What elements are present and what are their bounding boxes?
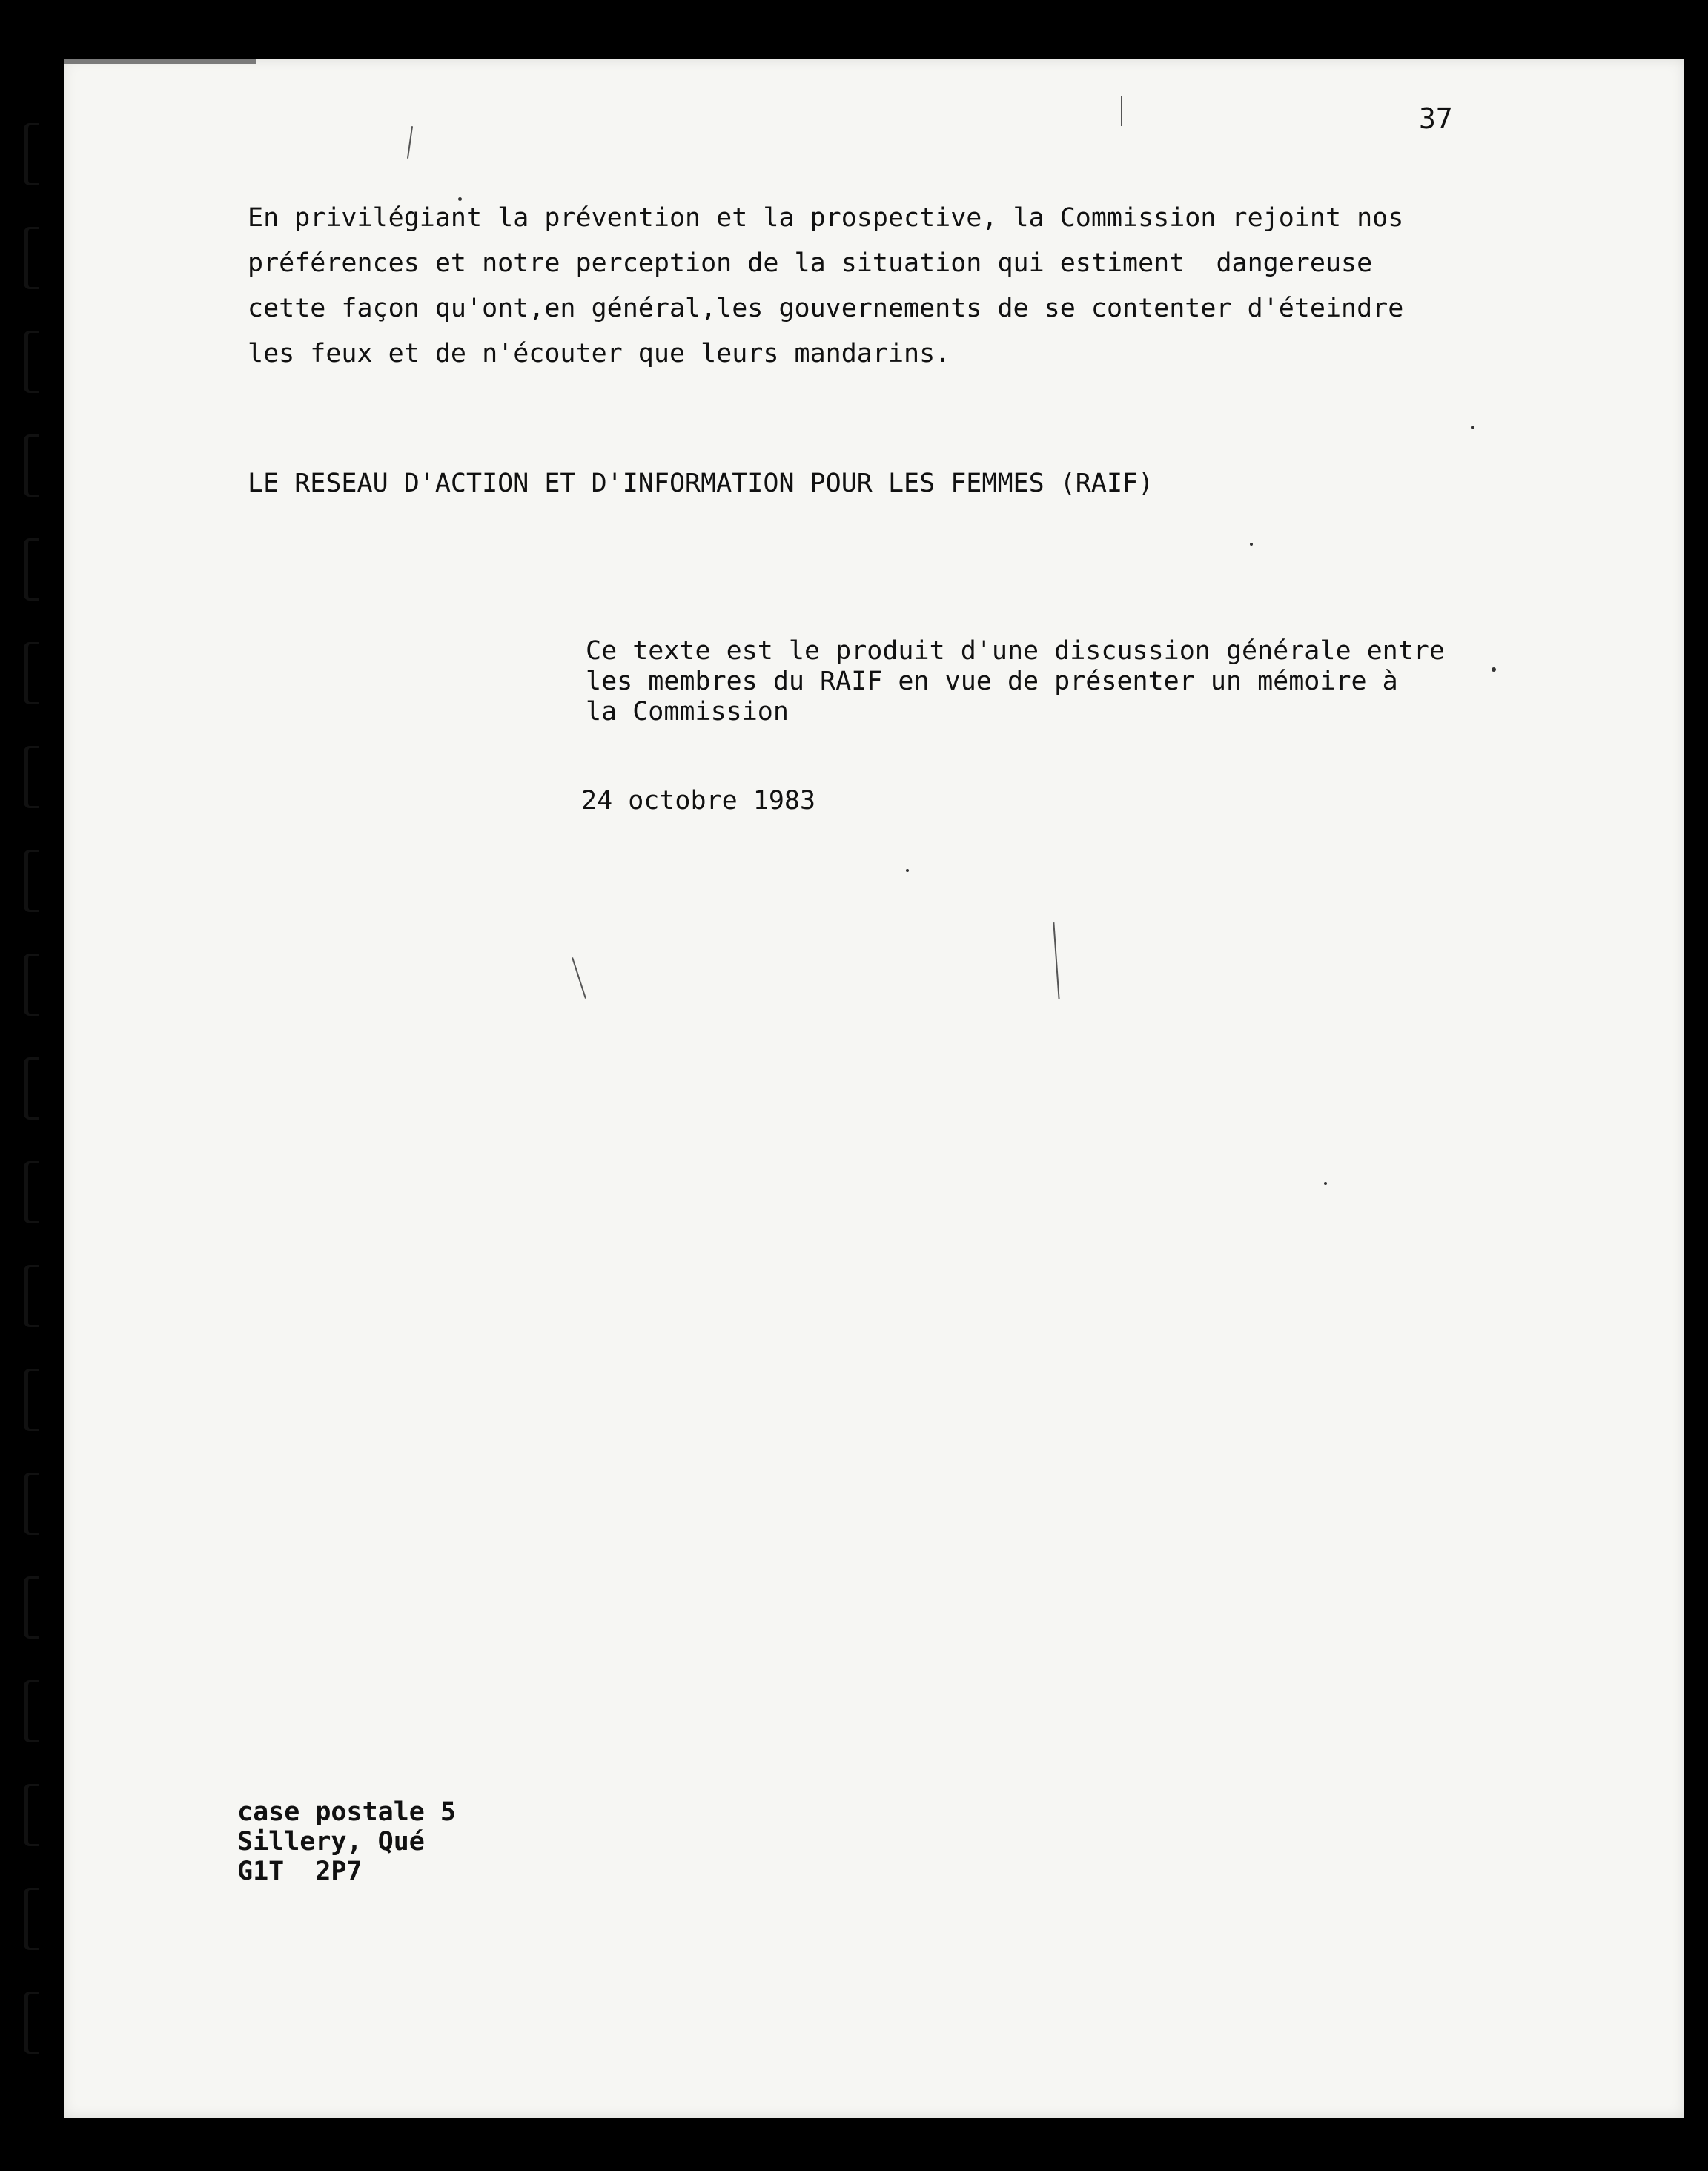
- binding-ring: [24, 1473, 39, 1535]
- page-number: 37: [1419, 102, 1453, 135]
- scan-speck: [1492, 667, 1496, 672]
- binding-ring: [24, 1784, 39, 1846]
- scan-artifact: [1121, 96, 1122, 126]
- paragraph-line: En privilégiant la prévention et la prospective, la Commission rejoint nos: [248, 203, 1404, 233]
- authorship-note: [586, 636, 1445, 727]
- binding-ring: [24, 954, 39, 1016]
- note-line: la Commission: [586, 697, 789, 727]
- binding-ring: [24, 1576, 39, 1639]
- paragraph-line: cette façon qu'ont,en général,les gouvernements de se contenter d'éteindre: [248, 294, 1404, 323]
- binding-ring: [24, 1057, 39, 1120]
- binding-ring: [24, 1680, 39, 1742]
- binding-ring: [24, 1265, 39, 1327]
- body-paragraph: [248, 196, 1403, 377]
- organization-heading: LE RESEAU D'ACTION ET D'INFORMATION POUR LES FEMMES (RAIF): [248, 469, 1154, 498]
- scan-speck: [1471, 426, 1474, 429]
- binding-ring: [24, 642, 39, 704]
- binding-ring: [24, 1161, 39, 1223]
- binding-ring: [24, 123, 39, 185]
- spiral-binding: [18, 59, 55, 2061]
- address-line: Sillery, Qué: [237, 1827, 425, 1857]
- address-line: G1T 2P7: [237, 1857, 363, 1886]
- note-line: les membres du RAIF en vue de présenter un mémoire à: [586, 667, 1398, 696]
- scan-speck: [1324, 1182, 1327, 1185]
- scan-speck: [1250, 543, 1253, 546]
- binding-ring: [24, 227, 39, 289]
- note-line: Ce texte est le produit d'une discussion générale entre: [586, 636, 1445, 666]
- address-line: case postale 5: [237, 1797, 457, 1827]
- binding-ring: [24, 1369, 39, 1431]
- binding-ring: [24, 331, 39, 393]
- mailing-address: [237, 1797, 456, 1886]
- binding-ring: [24, 538, 39, 601]
- binding-ring: [24, 1992, 39, 2054]
- binding-ring: [24, 746, 39, 808]
- binding-ring: [24, 850, 39, 912]
- document-date: 24 octobre 1983: [581, 786, 816, 816]
- binding-ring: [24, 434, 39, 497]
- paragraph-line: préférences et notre perception de la situation qui estiment dangereuse: [248, 248, 1373, 278]
- scan-edge-line: [64, 59, 256, 64]
- binding-ring: [24, 1888, 39, 1950]
- paragraph-line: les feux et de n'écouter que leurs mandarins.: [248, 339, 951, 369]
- scan-speck: [906, 869, 909, 872]
